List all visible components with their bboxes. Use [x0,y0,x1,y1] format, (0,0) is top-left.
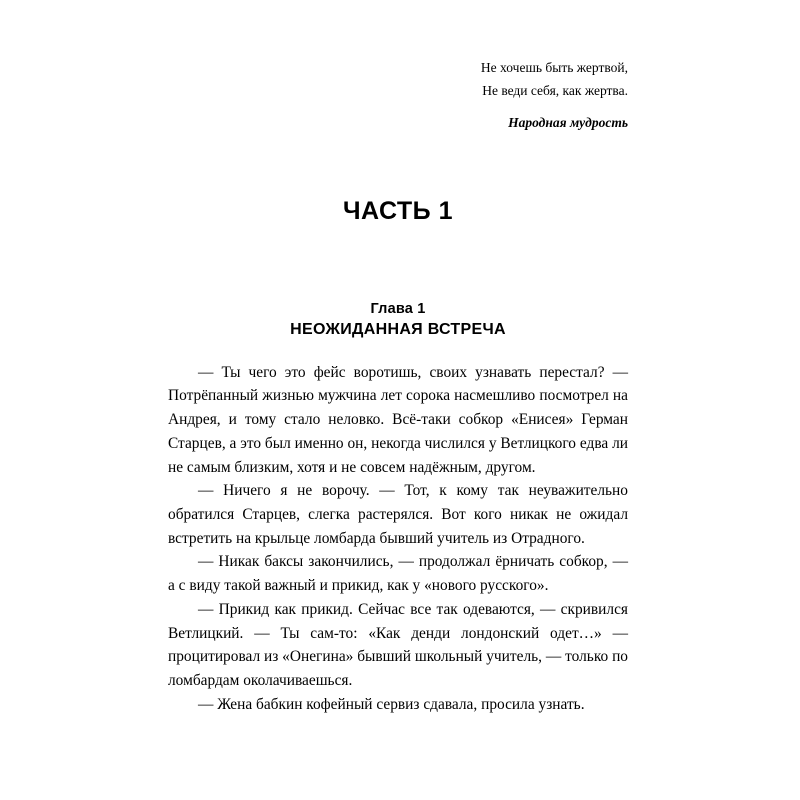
paragraph: — Прикид как прикид. Сейчас все так одеваются, — скривился Ветлицкий. — Ты сам-то: «Как денди лондонский одет…» — процитировал из «Онегина» бывший школьный учитель, — только по ломбардам околачиваешься. [168,600,628,689]
paragraph: — Никак баксы закончились, — продолжал ёрничать собкор, — а с виду такой важный и прикид, как у «нового русского». [168,553,628,595]
epigraph [168,56,628,135]
epigraph-line-1: Не хочешь быть жертвой, [480,60,628,75]
paragraph: — Жена бабкин кофейный сервиз сдавала, просила узнать. [198,695,585,713]
page-content [168,56,628,716]
body-text [168,361,628,717]
paragraph: — Ничего я не ворочу. — Тот, к кому так неуважительно обратился Старцев, слегка растерялся. Вот кого никак не ожидал встретить на крыльце ломбарда бывший учитель из Отрадного. [168,482,628,547]
chapter-number: Глава 1 [370,300,426,317]
paragraph: — Ты чего это фейс воротишь, своих узнавать перестал? — Потрёпанный жизнью мужчина лет сорока насмешливо посмотрел на Андрея, и тому стало неловко. Всё-таки собкор «Енисея» Герман Старцев, а это был именно он, некогда числился у Ветлицкого едва ли не самым близким, хотя и не совсем надёжным, другом. [168,363,628,476]
epigraph-line-2: Не веди себя, как жертва. [482,83,628,99]
chapter-heading [168,301,628,339]
part-title: ЧАСТЬ 1 [342,196,454,225]
chapter-title: НЕОЖИДАННАЯ ВСТРЕЧА [290,320,506,338]
epigraph-source: Народная мудрость [508,115,628,131]
